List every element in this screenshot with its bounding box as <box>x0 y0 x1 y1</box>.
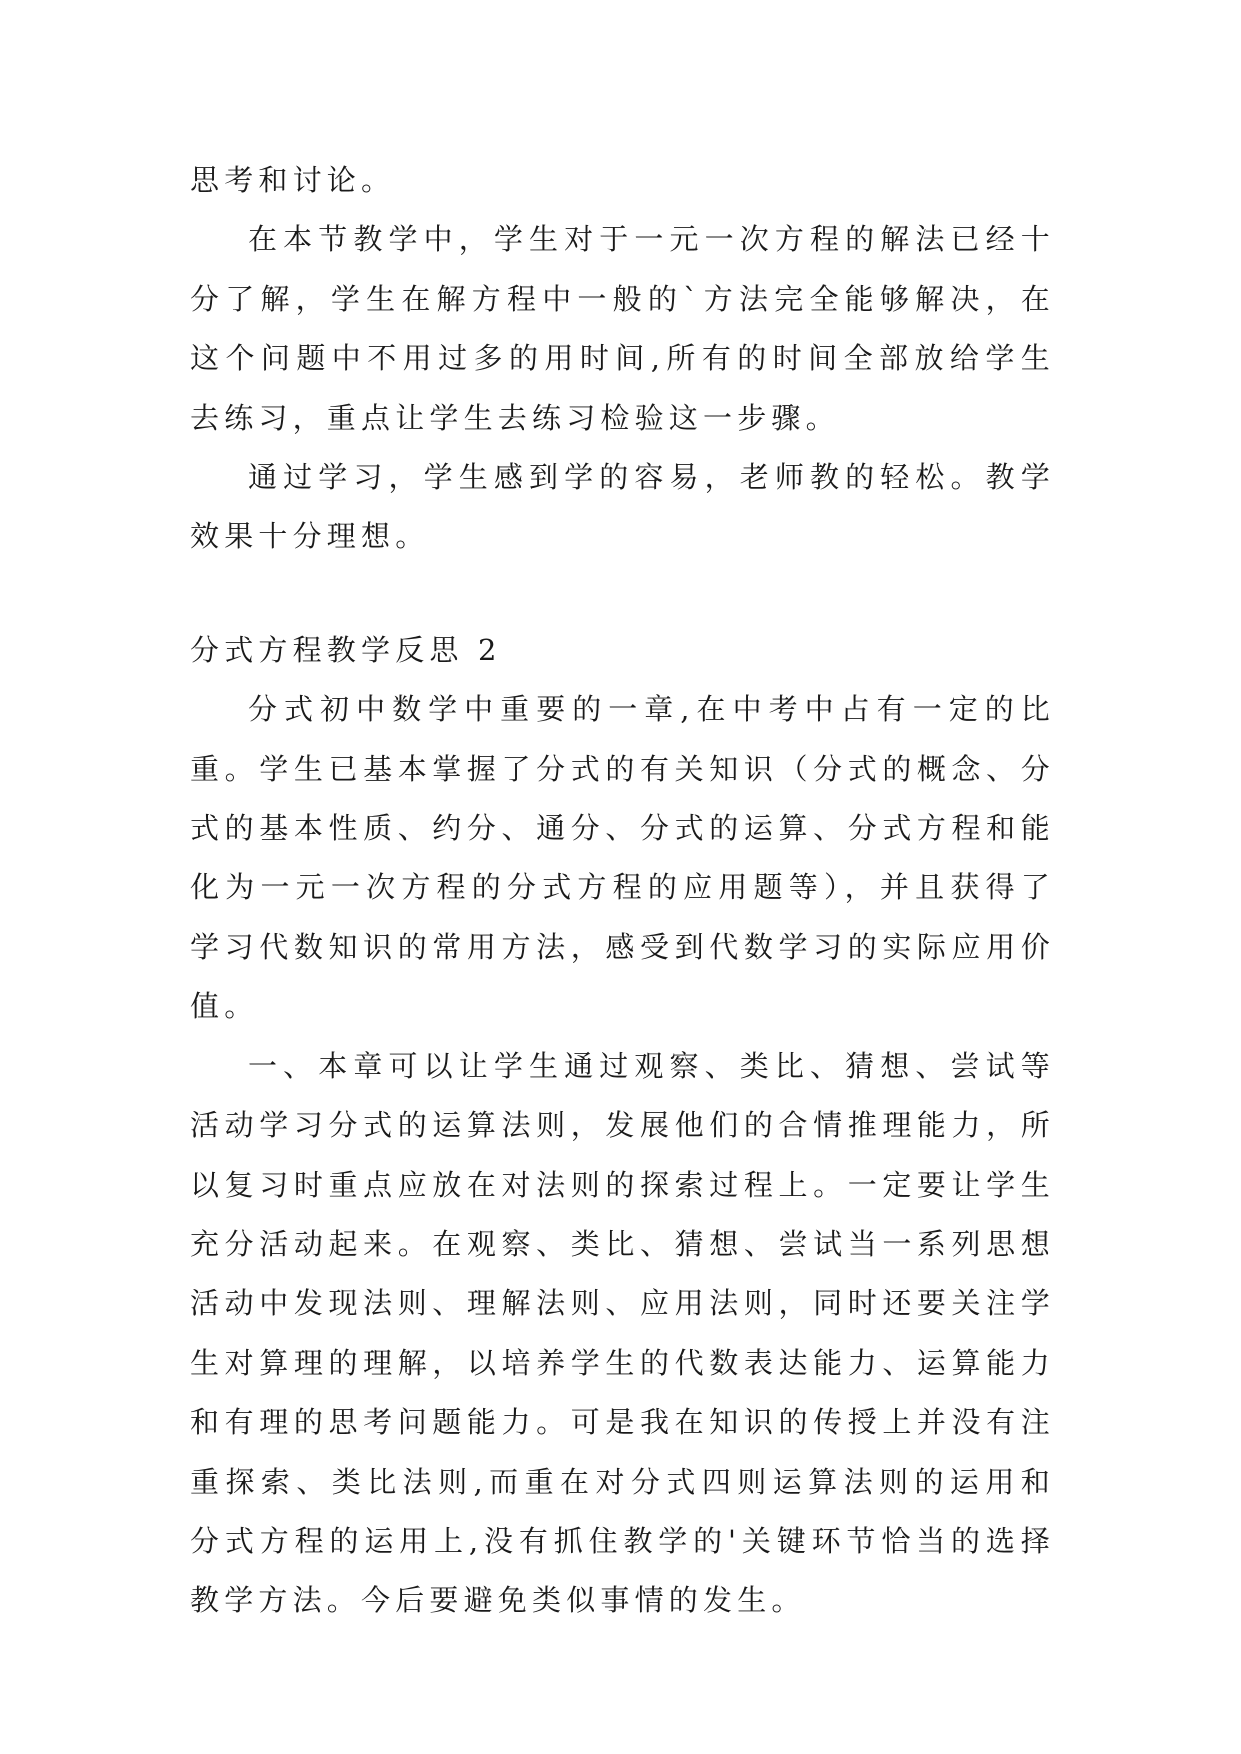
paragraph-teaching-effect: 通过学习，学生感到学的容易，老师教的轻松。教学效果十分理想。 <box>190 460 1055 554</box>
paragraph-reflection-one: 一、本章可以让学生通过观察、类比、猜想、尝试等活动学习分式的运算法则，发展他们的合情推理能力，所以复习时重点应放在对法则的探索过程上。一定要让学生充分活动起来。在观察、类比、猜想、尝试当一系列思想活动中发现法则、理解法则、应用法则，同时还要关注学生对算理的理解，以培养学生的代数表达能力、运算能力和有理的思考问题能力。可是我在知识的传授上并没有注重探索、类比法则,而重在对分式四则运算法则的运用和分式方程的运用上,没有抓住教学的'关键环节恰当的选择教学方法。今后要避免类似事情的发生。 <box>190 1048 1055 1618</box>
continued-paragraph: 思考和讨论。 <box>190 163 396 197</box>
paragraph-intro: 分式初中数学中重要的一章,在中考中占有一定的比重。学生已基本掌握了分式的有关知识（分式的概念、分式的基本性质、约分、通分、分式的运算、分式方程和能化为一元一次方程的分式方程的应用题等），并且获得了学习代数知识的常用方法，感受到代数学习的实际应用价值。 <box>190 692 1055 1024</box>
section-heading: 分式方程教学反思 2 <box>190 632 502 667</box>
document-body <box>190 151 1055 1631</box>
paragraph-teaching-process: 在本节教学中，学生对于一元一次方程的解法已经十分了解，学生在解方程中一般的`方法完全能够解决，在这个问题中不用过多的用时间,所有的时间全部放给学生去练习，重点让学生去练习检验这一步骤。 <box>190 222 1055 435</box>
